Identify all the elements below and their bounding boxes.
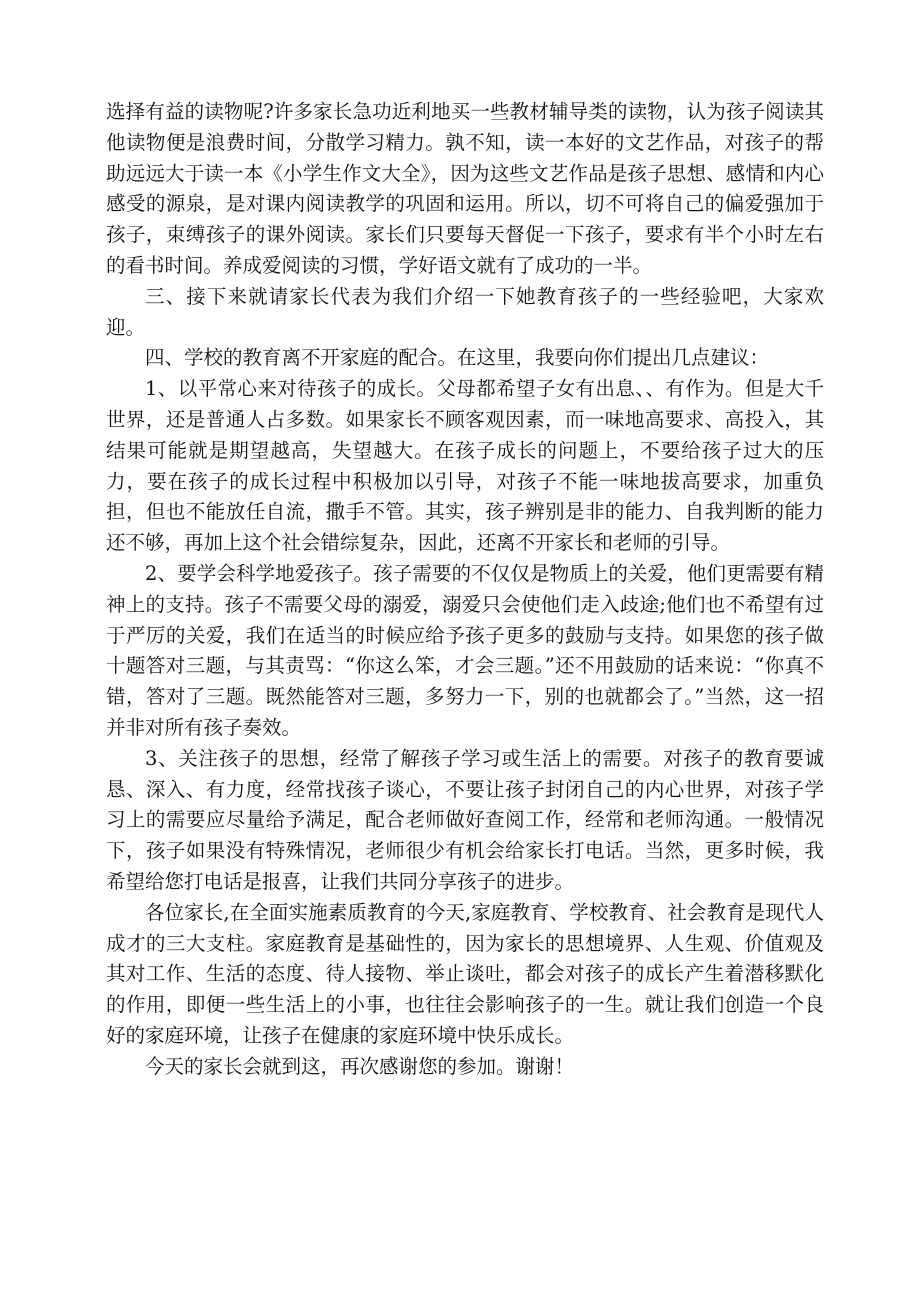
document-page (106, 97, 824, 1083)
paragraph-suggestions-intro: 四、学校的教育离不开家庭的配合。在这里，我要向你们提出几点建议： (145, 346, 770, 370)
paragraph-family-education: 各位家长,在全面实施素质教育的今天,家庭教育、学校教育、社会教育是现代人成才的三大支柱。家庭教育是基础性的，因为家长的思想境界、人生观、价值观及其对工作、生活的态度、待人接物、举止谈吐，都会对孩子的成长产生着潜移默化的作用，即便一些生活上的小事，也往往会影响孩子的一生。就让我们创造一个良好的家庭环境，让孩子在健康的家庭环境中快乐成长。 (106, 900, 824, 1047)
paragraph-closing: 今天的家长会就到这，再次感谢您的参加。谢谢！ (145, 1054, 575, 1078)
paragraph-suggestion-2: 2、要学会科学地爱孩子。孩子需要的不仅仅是物质上的关爱，他们更需要有精神上的支持。孩子不需要父母的溺爱，溺爱只会使他们走入歧途;他们也不希望有过于严厉的关爱，我们在适当的时候应给予孩子更多的鼓励与支持。如果您的孩子做十题答对三题，与其责骂：“你这么笨，才会三题。”还不用鼓励的话来说：“你真不错，答对了三题。既然能答对三题，多努力一下，别的也就都会了。”当然，这一招并非对所有孩子奏效。 (106, 561, 824, 739)
paragraph-suggestion-3: 3、关注孩子的思想，经常了解孩子学习或生活上的需要。对孩子的教育要诚恳、深入、有力度，经常找孩子谈心，不要让孩子封闭自己的内心世界，对孩子学习上的需要应尽量给予满足，配合老师做好查阅工作，经常和老师沟通。一般情况下，孩子如果没有特殊情况，老师很少有机会给家长打电话。当然，更多时候，我希望给您打电话是报喜，让我们共同分享孩子的进步。 (106, 746, 824, 893)
paragraph-parent-representative: 三、接下来就请家长代表为我们介绍一下她教育孩子的一些经验吧，大家欢迎。 (106, 284, 824, 339)
paragraph-reading-advice: 选择有益的读物呢?许多家长急功近利地买一些教材辅导类的读物，认为孩子阅读其他读物便是浪费时间，分散学习精力。孰不知，读一本好的文艺作品，对孩子的帮助远远大于读一本《小学生作文大全》，因为这些文艺作品是孩子思想、感情和内心感受的源泉，是对课内阅读教学的巩固和运用。所以，切不可将自己的偏爱强加于孩子，束缚孩子的课外阅读。家长们只要每天督促一下孩子，要求有半个小时左右的看书时间。养成爱阅读的习惯，学好语文就有了成功的一半。 (106, 100, 824, 277)
paragraph-suggestion-1: 1、以平常心来对待孩子的成长。父母都希望子女有出息、、有作为。但是大千世界，还是普通人占多数。如果家长不顾客观因素，而一味地高要求、高投入，其结果可能就是期望越高，失望越大。在孩子成长的问题上，不要给孩子过大的压力，要在孩子的成长过程中积极加以引导，对孩子不能一味地拔高要求，加重负担，但也不能放任自流，撒手不管。其实，孩子辨别是非的能力、自我判断的能力还不够，再加上这个社会错综复杂，因此，还离不开家长和老师的引导。 (106, 377, 824, 555)
